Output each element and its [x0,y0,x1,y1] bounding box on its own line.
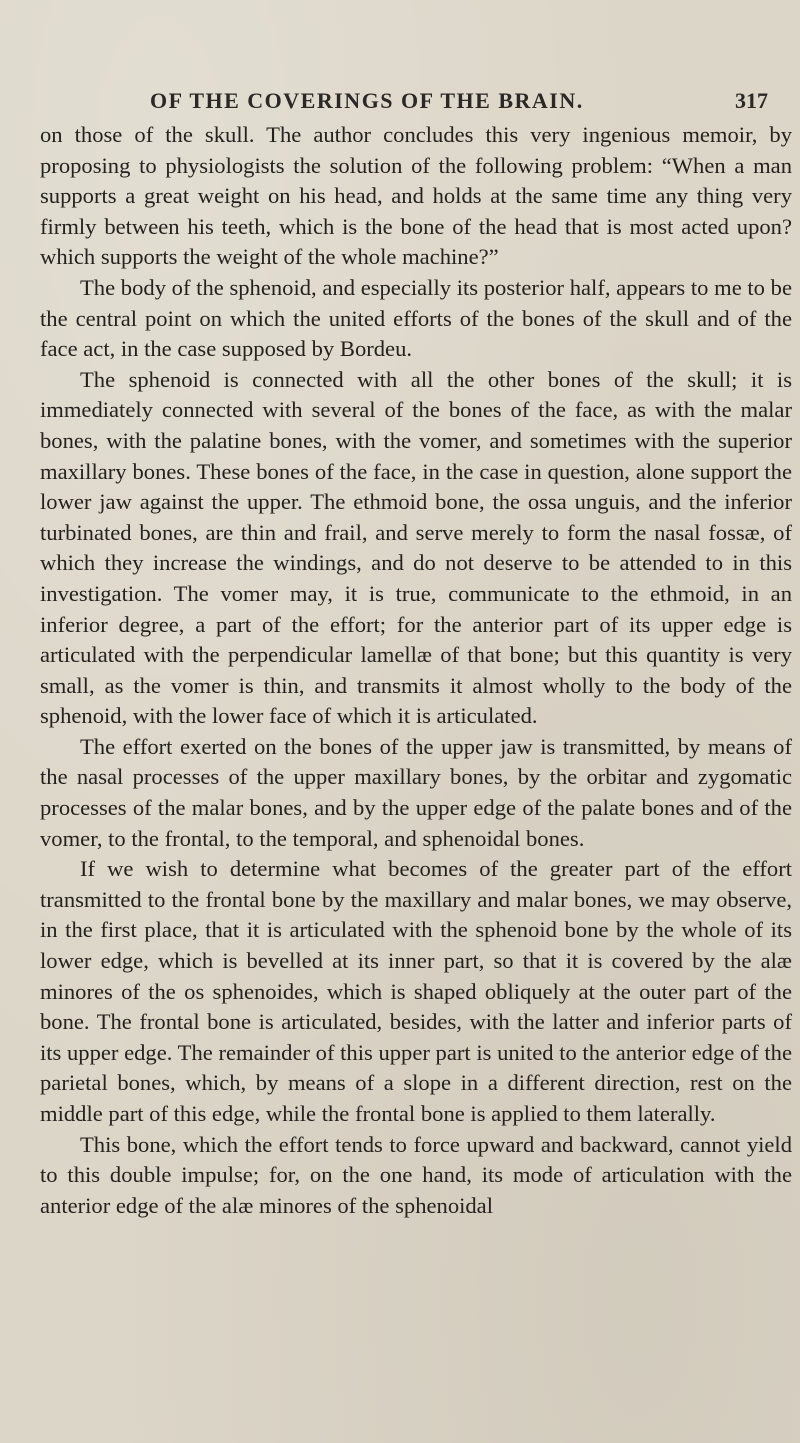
paragraph-6: This bone, which the effort tends to force upward and backward, cannot yield to this double impulse; for, on the one hand, its mode of articulation with the anterior edge of the alæ minores of the sphenoidal [40,1131,792,1218]
paragraph-5: If we wish to determine what becomes of the greater part of the effort transmitted to the frontal bone by the maxillary and malar bones, we may observe, in the first place, that it is articulated with the sphenoid bone by the whole of its lower edge, which is bevelled at its inner part, so that it is covered by the alæ minores of the os sphenoides, which is shaped obliquely at the outer part of the bone. The frontal bone is articulated, besides, with the latter and inferior parts of its upper edge. The remainder of this upper part is united to the anterior edge of the parietal bones, which, by means of a slope in a different direction, rest on the middle part of this edge, while the frontal bone is applied to them laterally. [40,856,792,1126]
running-title: OF THE COVERINGS OF THE BRAIN. [150,88,584,113]
body-text [40,120,792,1221]
running-head [0,88,800,118]
paragraph-3: The sphenoid is connected with all the other bones of the skull; it is immediately connected with several of the bones of the face, as with the malar bones, with the palatine bones, with the vomer, and sometimes with the superior maxillary bones. These bones of the face, in the case in question, alone support the lower jaw against the upper. The ethmoid bone, the ossa unguis, and the inferior turbinated bones, are thin and frail, and serve merely to form the nasal fossæ, of which they increase the windings, and do not deserve to be attended to in this investigation. The vomer may, it is true, communicate to the ethmoid, in an inferior degree, a part of the effort; for the anterior part of its upper edge is articulated with the perpendicular lamellæ of that bone; but this quantity is very small, as the vomer is thin, and transmits it almost wholly to the body of the sphenoid, with the lower face of which it is articulated. [40,366,792,729]
paragraph-1: on those of the skull. The author concludes this very ingenious memoir, by proposing to physiologists the solution of the following problem: “When a man supports a great weight on his head, and holds at the same time any thing very firmly between his teeth, which is the bone of the head that is most acted upon? which supports the weight of the whole machine?” [40,122,792,270]
paragraph-2: The body of the sphenoid, and especially its posterior half, appears to me to be the central point on which the united efforts of the bones of the skull and of the face act, in the case supposed by Bordeu. [40,274,792,362]
page-number: 317 [735,88,768,113]
paragraph-4: The effort exerted on the bones of the upper jaw is transmitted, by means of the nasal processes of the upper maxillary bones, by the orbitar and zygomatic processes of the malar bones, and by the upper edge of the palate bones and of the vomer, to the frontal, to the temporal, and sphenoidal bones. [40,733,792,851]
